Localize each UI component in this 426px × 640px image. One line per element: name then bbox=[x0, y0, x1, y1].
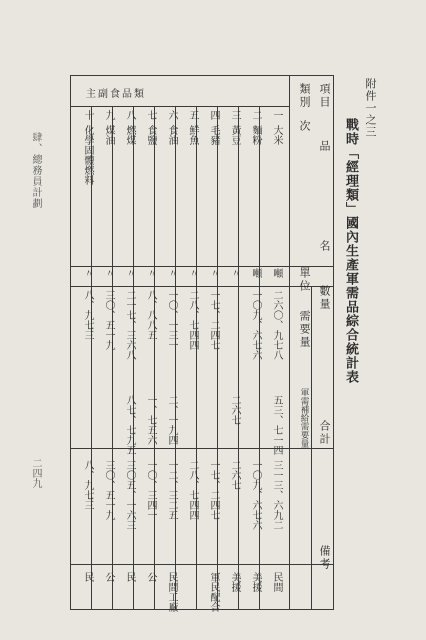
col-header-product: 品 bbox=[318, 140, 331, 153]
row-need: 一〇、一三一 bbox=[166, 290, 177, 350]
row-need: 一〇九、六七六 bbox=[250, 290, 261, 360]
row-total: 一〇、三四一 bbox=[145, 460, 156, 520]
attachment-label: 附件一之三 bbox=[364, 78, 377, 138]
col-header-combined: 合計 bbox=[318, 420, 331, 446]
row-military-supply: 二、一九四 bbox=[166, 395, 177, 445]
col-header-order: 次 bbox=[298, 120, 311, 133]
row-unit: 〃 bbox=[208, 268, 219, 278]
row-need: 一七、二四七 bbox=[208, 290, 219, 350]
row-total: 二八、七四四 bbox=[187, 460, 198, 520]
row-need: 二一七、三六八 bbox=[124, 290, 135, 360]
row-military-supply: 五三、七一四 bbox=[271, 395, 282, 455]
row-total: 三〇、五一九 bbox=[103, 460, 114, 520]
row-item-name: 毛豬 bbox=[208, 125, 219, 145]
row-total: 三〇五、一六三 bbox=[124, 460, 135, 530]
row-military-supply: 八七、七九五 bbox=[124, 395, 135, 455]
row-item-name: 食鹽 bbox=[145, 125, 156, 145]
side-section-label: 肆、總務員計劃 bbox=[30, 132, 41, 209]
row-total: 三一三、六九二 bbox=[271, 460, 282, 530]
col-header-item: 項目 bbox=[318, 83, 331, 109]
row-unit: 〃 bbox=[124, 268, 135, 278]
row-military-supply: 一、七五六 bbox=[145, 395, 156, 445]
row-number: 八 bbox=[124, 110, 135, 120]
row-number: 十 bbox=[82, 110, 93, 120]
row-remark: 公 bbox=[145, 572, 156, 582]
col-header-name: 名 bbox=[318, 240, 331, 253]
page-title: 戰時「經理類」國內生產軍需品綜合統計表 bbox=[343, 118, 358, 384]
col-header-quantity: 數量 bbox=[318, 285, 331, 311]
row-unit: 噸 bbox=[271, 268, 282, 278]
row-remark: 民間 bbox=[271, 572, 282, 592]
row-unit: 〃 bbox=[82, 268, 93, 278]
group-label bbox=[86, 85, 276, 100]
col-header-remarks: 備考 bbox=[318, 545, 331, 571]
row-need: 八、八八五 bbox=[145, 290, 156, 340]
row-total: 二六七 bbox=[229, 460, 240, 490]
page-number: 二四九 bbox=[30, 458, 41, 488]
col-header-needed: 需要量 bbox=[298, 310, 311, 349]
row-number: 四 bbox=[208, 110, 219, 120]
group-label-text: 主副食品類 bbox=[86, 89, 146, 100]
row-unit: 〃 bbox=[145, 268, 156, 278]
row-unit: 〃 bbox=[229, 268, 240, 278]
row-number: 五 bbox=[187, 110, 198, 120]
row-item-name: 煤油 bbox=[103, 125, 114, 145]
row-unit: 〃 bbox=[166, 268, 177, 278]
row-item-name: 化學固體燃料 bbox=[82, 125, 93, 185]
row-military-supply: 二六七 bbox=[229, 395, 240, 425]
row-total: 一二、三二五 bbox=[166, 460, 177, 520]
row-number: 三 bbox=[229, 110, 240, 120]
col-header-category: 類別 bbox=[298, 83, 311, 109]
col-header-military-need: 軍需補給需要量 bbox=[299, 388, 309, 448]
row-unit: 噸 bbox=[250, 268, 261, 278]
row-number: 一 bbox=[271, 110, 282, 120]
col-header-unit: 單位 bbox=[298, 267, 311, 293]
row-item-name: 黃豆 bbox=[229, 125, 240, 145]
row-need: 三〇、五一九 bbox=[103, 290, 114, 350]
row-item-name: 食油 bbox=[166, 125, 177, 145]
row-remark: 美援 bbox=[229, 572, 240, 592]
row-item-name: 大米 bbox=[271, 125, 282, 145]
row-need: 八、九七三 bbox=[82, 290, 93, 340]
row-item-name: 麵粉 bbox=[250, 125, 261, 145]
row-number: 二 bbox=[250, 110, 261, 120]
row-remark: 美援 bbox=[250, 572, 261, 592]
row-unit: 〃 bbox=[103, 268, 114, 278]
row-number: 七 bbox=[145, 110, 156, 120]
row-item-name: 鮮魚 bbox=[187, 125, 198, 145]
row-total: 一〇九、六七六 bbox=[250, 460, 261, 530]
row-remark: 民間工廠 bbox=[166, 572, 177, 612]
row-total: 八、九七三 bbox=[82, 460, 93, 510]
row-total: 一七、二四七 bbox=[208, 460, 219, 520]
row-remark: 民 bbox=[82, 572, 93, 582]
row-unit: 〃 bbox=[187, 268, 198, 278]
row-remark: 公 bbox=[103, 572, 114, 582]
row-item-name: 燃煤 bbox=[124, 125, 135, 145]
row-remark: 軍民配合 bbox=[208, 572, 219, 612]
row-need: 二八、七四四 bbox=[187, 290, 198, 350]
row-remark: 民 bbox=[124, 572, 135, 582]
row-need: 二六〇、九七八 bbox=[271, 290, 282, 360]
row-number: 九 bbox=[103, 110, 114, 120]
row-number: 六 bbox=[166, 110, 177, 120]
